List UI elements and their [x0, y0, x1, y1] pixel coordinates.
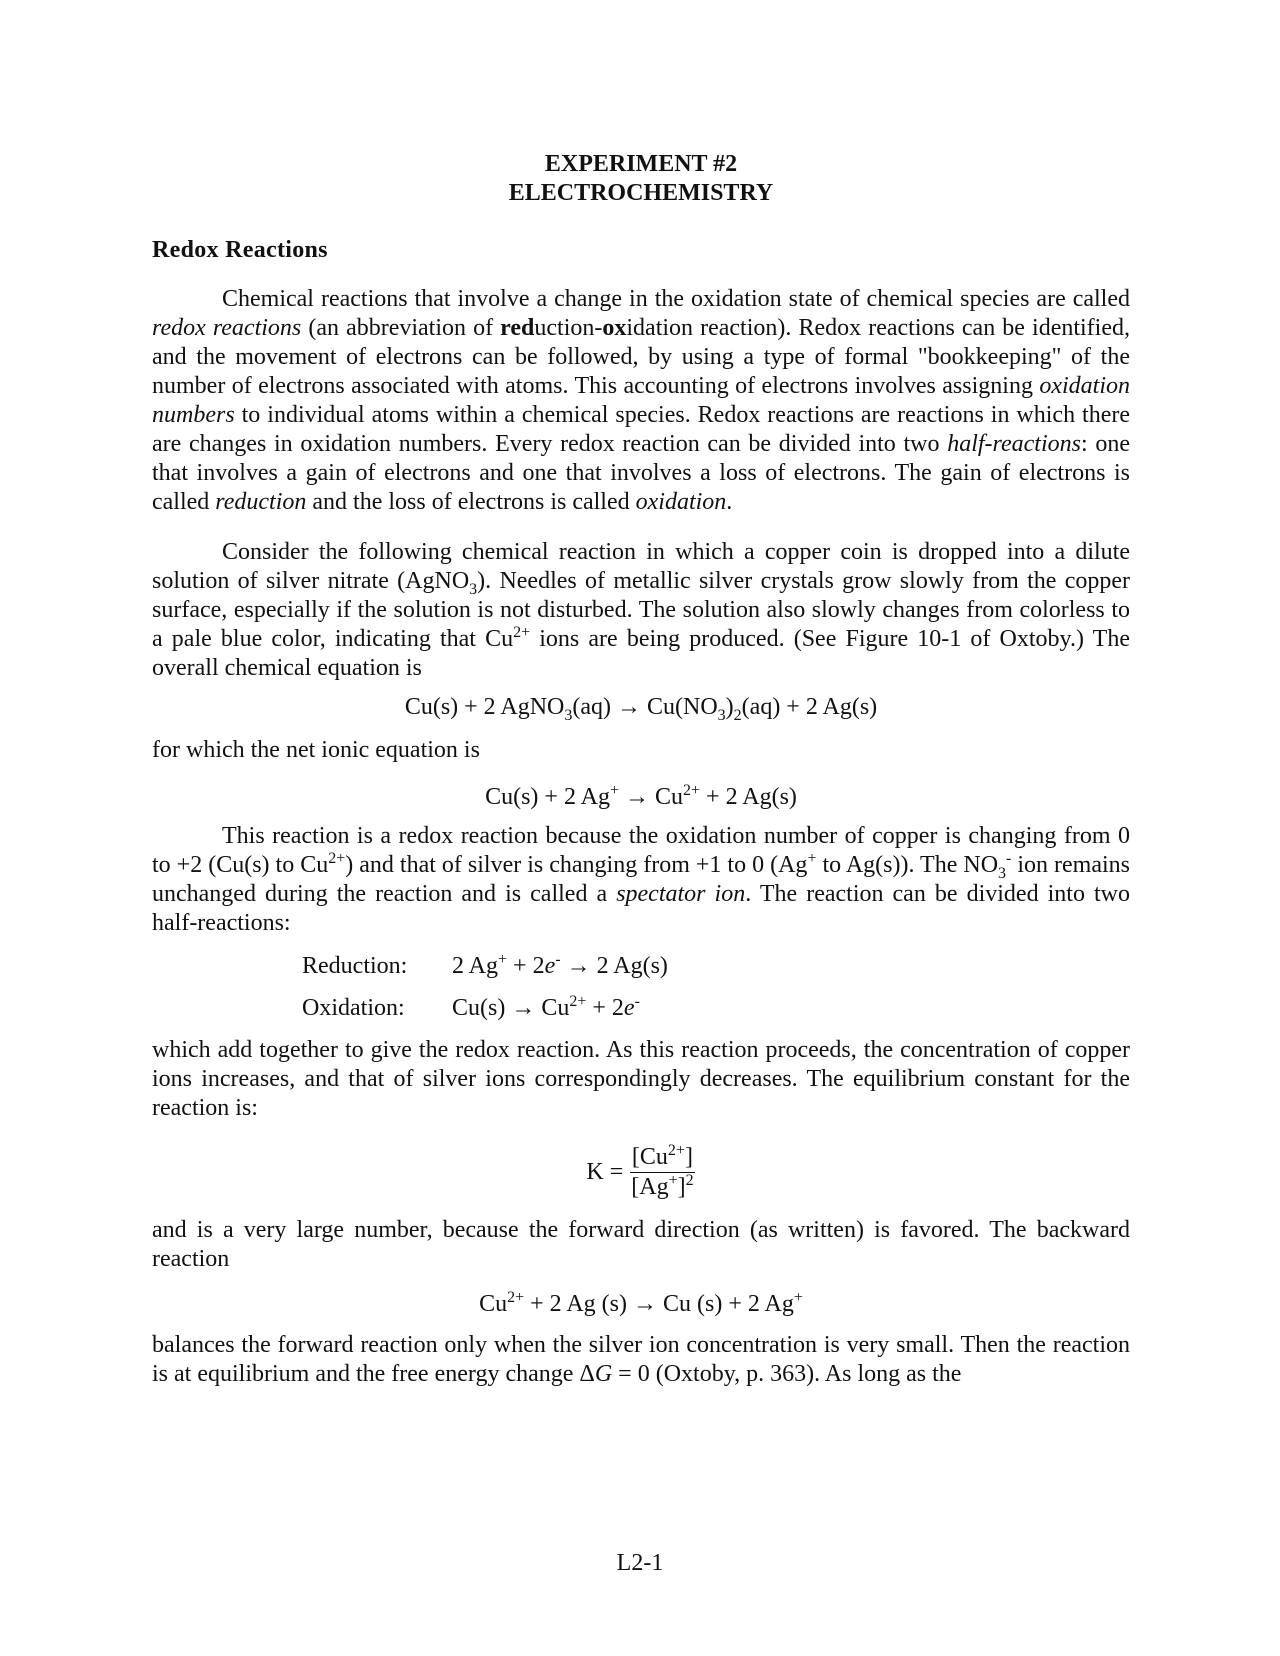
k-numerator: $[Cu^{2+}]$: [630, 1143, 695, 1173]
oxidation-label: Oxidation:: [302, 995, 405, 1021]
paragraph-4: This reaction is a redox reaction because the oxidation number of copper is changing from 0 to +2 (Cu(s) to $Cu^{2+}$) and that of silver is changing from +1 to 0 (Ag+ to Ag(s)). The $NO_3^-$ ion remains unchanged during the reaction and is called a spectator ion. The reaction can be divided into two half-reactions:: [152, 823, 1131, 936]
paragraph-2: Consider the following chemical reaction in which a copper coin is dropped into a dilute solution of silver nitrate (AgNO$_3$). Needles of metallic silver crystals grow slowly from the copper surface, especially if the solution is not disturbed. The solution also slowly changes from colorless to a pale blue color, indicating that $Cu^{2+}$ ions are being produced. (See Figure 10-1 of Oxtoby.) The overall chemical equation is: [152, 539, 1130, 681]
k-denominator: $[Ag^+]^2$: [631, 1172, 694, 1200]
equation-net-ionic: Cu(s) + 2 $Ag^+ \to Cu^{2+} + 2$ Ag(s): [485, 782, 797, 810]
page-number: L2-1: [616, 1550, 664, 1576]
reduction-label: Reduction:: [302, 953, 408, 979]
paragraph-3: for which the net ionic equation is: [152, 737, 480, 763]
equation-overall: Cu(s) + 2 AgNO$_3$(aq) → $Cu(NO_3)_2(aq) + 2$ Ag(s): [404, 694, 878, 724]
reduction-equation: 2 Ag+ + 2e- → 2 Ag(s): [452, 951, 668, 979]
document-page: [152, 150, 1130, 1389]
reduction-row: [302, 952, 1130, 981]
k-label: K =: [586, 1159, 624, 1185]
paragraph-5: which add together to give the redox reaction. As this reaction proceeds, the concentration of copper ions increases, and that of silver ions correspondingly decreases. The equilibrium constant for the reaction is:: [152, 1037, 1130, 1121]
title-line-2: ELECTROCHEMISTRY: [508, 180, 774, 206]
oxidation-equation: $Cu(s) \to Cu^{2+} + 2e^-$: [452, 993, 640, 1021]
paragraph-6: and is a very large number, because the forward direction (as written) is favored. The backward reaction: [152, 1217, 1130, 1272]
equilibrium-constant: [152, 1143, 1130, 1202]
title-line-1: EXPERIMENT #2: [544, 151, 738, 177]
oxidation-row: [302, 994, 1130, 1023]
equation-backward: $Cu^{2+} + 2$ Ag (s) → Cu (s) + 2 Ag+: [479, 1289, 803, 1317]
paragraph-7: balances the forward reaction only when the silver ion concentration is very small. Then the reaction is at equilibrium and the free energy change ΔG = 0 (Oxtoby, p. 363). As long as the: [152, 1332, 1130, 1387]
paragraph-1: Chemical reactions that involve a change in the oxidation state of chemical species are called redox reactions (an abbreviation of reduction-oxidation reaction). Redox reactions can be identified, and the movement of electrons can be followed, by using a type of formal "bookkeeping" of the number of electrons associated with atoms. This accounting of electrons involves assigning oxidation numbers to individual atoms within a chemical species. Redox reactions are reactions in which there are changes in oxidation numbers. Every redox reaction can be divided into two half-reactions: one that involves a gain of electrons and one that involves a loss of electrons. The gain of electrons is called reduction and the loss of electrons is called oxidation.: [152, 286, 1130, 515]
document-title: [152, 150, 1130, 208]
half-reactions: [302, 952, 1130, 1023]
section-heading: Redox Reactions: [152, 237, 328, 263]
